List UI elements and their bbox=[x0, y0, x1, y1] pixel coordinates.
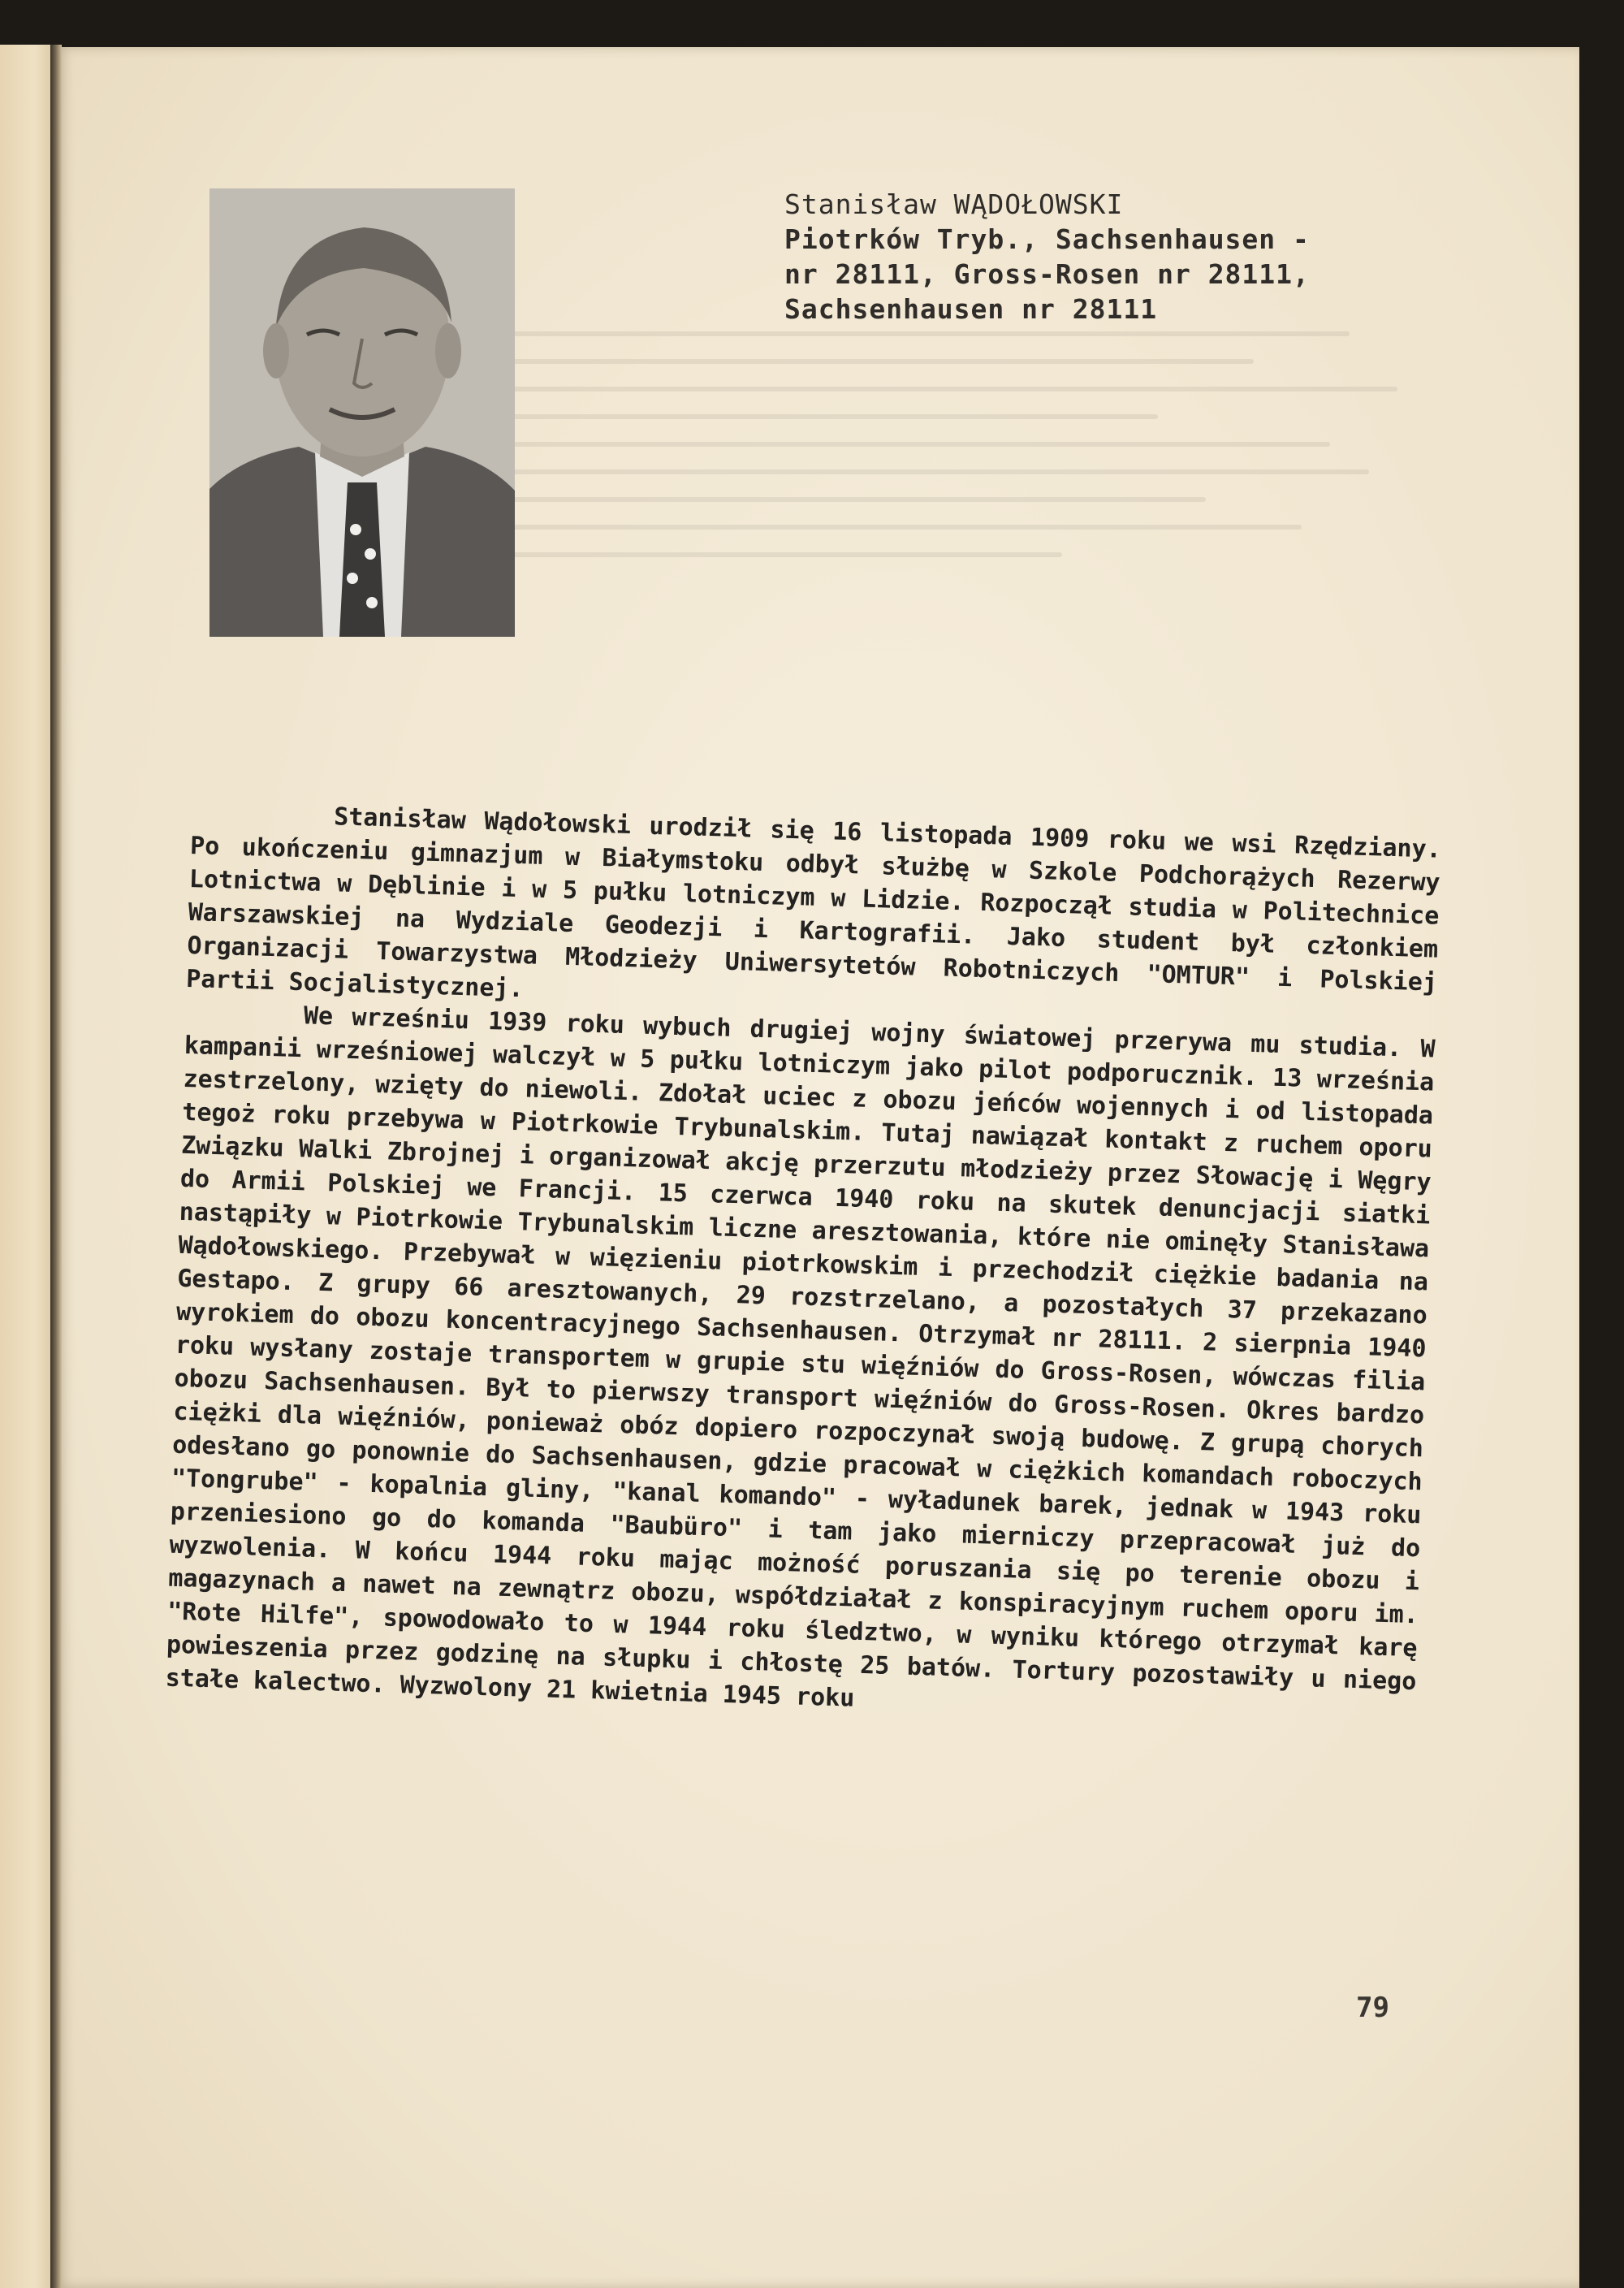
portrait-image bbox=[209, 188, 515, 637]
prisoner-name: Stanisław WĄDOŁOWSKI bbox=[784, 188, 1124, 220]
biography-paragraph: We wrześniu 1939 roku wybuch drugiej wojny światowej przerywa mu studia. W kampanii wrześniowej walczył w 5 pułku lotniczym jako pilot podporucznik. 13 września zestrzelony, wzięty do niewoli. Zdołał uciec z obozu jeńców wojennych i od listopada tegoż roku przebywa w Piotrkowie Trybunalskim. Tutaj nawiązał kontakt z ruchem oporu Związku Walki Zbrojnej i organizował akcję przerzutu młodzieży przez Słowację i Węgry do Armii Polskiej we Francji. 15 czerwca 1940 roku na skutek denuncjacji siatki nastąpiły w Piotrkowie Trybunalskim liczne aresztowania, które nie ominęły Stanisława Wądołowskiego. Przebywał w więzieniu piotrkowskim i przechodził ciężkie badania na Gestapo. Z grupy 66 aresztowanych, 29 rozstrzelano, a pozostałych 37 przekazano wyrokiem do obozu koncentracyjnego Sachsenhausen. Otrzymał nr 28111. 2 sierpnia 1940 roku wysłany zostaje transportem w grupie stu więźniów do Gross-Rosen, wówczas filia obozu Sachsenhausen. Był to pierwszy transport więźniów do Gross-Rosen. Okres bardzo ciężki dla więźniów, ponieważ obóz dopiero rozpoczynał swoją budowę. Z grupą chorych odesłano go ponownie do Sachsenhausen, gdzie pracował w ciężkich komandach roboczych "Tongrube" - kopalnia gliny, "kanal komando" - wyładunek barek, jednak w 1943 roku przeniesiono go do komanda "Baubüro" i tam jako mierniczy przepracował już do wyzwolenia. W końcu 1944 roku mając możność poruszania się po terenie obozu i magazynach a nawet na zewnątrz obozu, współdziałał z konspiracyjnym ruchem oporu im. "Rote Hilfe", spowodowało to w 1944 roku śledztwo, w wyniku którego otrzymał karę powieszenia przez godzinę na słupku i chłostę 25 batów. Tortury pozostawiły u niego stałe kalectwo. Wyzwolony 21 kwietnia 1945 roku bbox=[165, 1001, 1436, 1713]
facing-page-edge bbox=[0, 45, 57, 2288]
prisoner-header bbox=[784, 187, 1458, 327]
biography-paragraph: Stanisław Wądołowski urodził się 16 listopada 1909 roku we wsi Rzędziany. Po ukończeniu gimnazjum w Białymstoku odbył służbę w Szkole Podchorążych Rezerwy Lotnictwa w Dęblinie i w 5 pułku lotniczym w Lidzie. Rozpoczął studia w Politechnice Warszawskiej na Wydziale Geodezji i Kartografii. Jako student był członkiem Organizacji Towarzystwa Młodzieży Uniwersytetów Robotniczych "OMTUR" i Polskiej Partii Socjalistycznej. bbox=[185, 802, 1442, 1004]
camp-history-line: nr 28111, Gross-Rosen nr 28111, bbox=[784, 258, 1310, 290]
biography-text bbox=[165, 796, 1441, 1732]
camp-history-line: Sachsenhausen nr 28111 bbox=[784, 293, 1158, 325]
portrait-photo bbox=[209, 188, 515, 637]
camp-history-line: Piotrków Tryb., Sachsenhausen - bbox=[784, 223, 1310, 255]
book-gutter bbox=[50, 45, 62, 2288]
page-number: 79 bbox=[1356, 1992, 1389, 2024]
show-through-text bbox=[487, 309, 1445, 763]
